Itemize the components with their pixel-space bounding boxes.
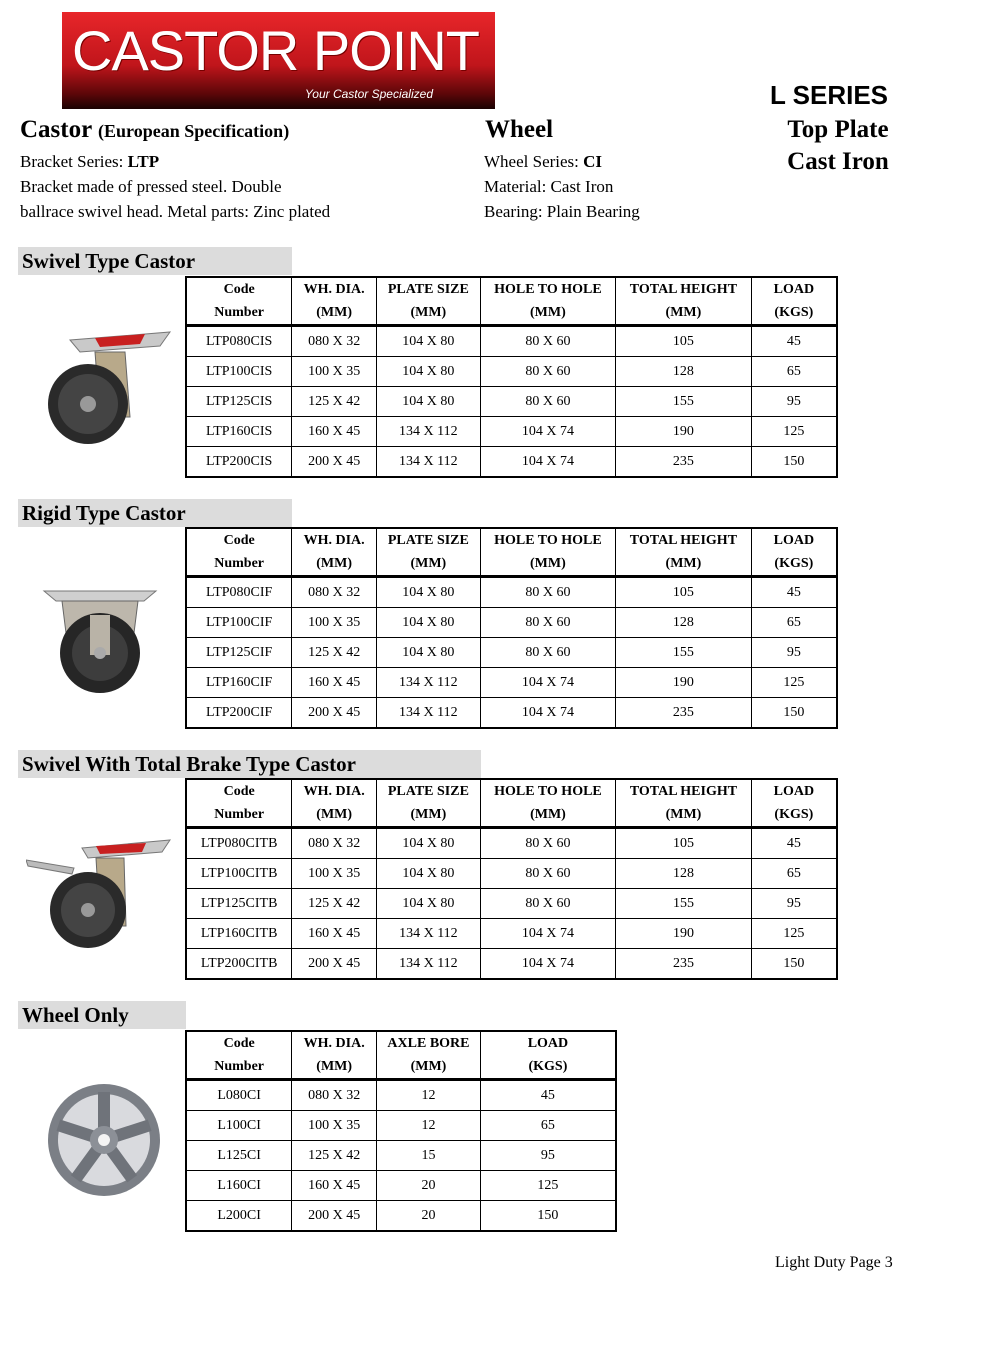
castor-cell: 235 [616, 447, 752, 478]
castor-header-cell [186, 277, 292, 326]
castor-cell: 80 X 60 [480, 828, 615, 859]
wheel-only-spec-table [185, 1030, 617, 1232]
table-row [186, 417, 837, 447]
header-line: (KGS) [774, 807, 814, 822]
castor-cell: 105 [616, 326, 752, 357]
castor-heading [20, 116, 289, 144]
table-row [186, 638, 837, 668]
castor-cell: 100 X 35 [292, 608, 377, 638]
castor-cell: 100 X 35 [292, 357, 377, 387]
table-row [186, 608, 837, 638]
table-row [186, 828, 837, 859]
section-title-wheel-only: Wheel Only [18, 1001, 186, 1029]
wheel-heading: Wheel [485, 116, 554, 143]
castor-heading-sub: (European Specification) [98, 121, 290, 141]
brake-castor-image [26, 838, 176, 950]
header-line: Code [223, 533, 255, 548]
header-line: (KGS) [774, 556, 814, 571]
castor-cell: 80 X 60 [480, 387, 615, 417]
castor-desc-2: ballrace swivel head. Metal parts: Zinc plated [20, 202, 331, 221]
header-line: TOTAL HEIGHT [629, 533, 738, 548]
castor-header-cell [377, 277, 481, 326]
header-line: HOLE TO HOLE [494, 784, 602, 799]
castor-cell: 80 X 60 [480, 577, 615, 608]
castor-cell: 155 [616, 889, 752, 919]
table-row [186, 387, 837, 417]
castor-cell: 200 X 45 [292, 698, 377, 729]
castor-cell: 95 [751, 889, 837, 919]
castor-cell: 105 [616, 828, 752, 859]
castor-cell: 150 [751, 949, 837, 980]
castor-cell: LTP100CIF [186, 608, 292, 638]
wheel-cell: L200CI [186, 1201, 292, 1232]
castor-cell: LTP100CIS [186, 357, 292, 387]
castor-cell: LTP125CIF [186, 638, 292, 668]
castor-desc-1: Bracket made of pressed steel. Double [20, 177, 282, 196]
table-row [186, 1201, 616, 1232]
castor-header-cell [480, 277, 615, 326]
castor-cell: 100 X 35 [292, 859, 377, 889]
castor-cell: 104 X 80 [377, 828, 481, 859]
castor-cell: 155 [616, 638, 752, 668]
wheel-only-image [44, 1082, 164, 1198]
castor-cell: 80 X 60 [480, 859, 615, 889]
castor-cell: 95 [751, 638, 837, 668]
castor-cell: 190 [616, 668, 752, 698]
castor-cell: 080 X 32 [292, 326, 377, 357]
table-header-row [186, 277, 837, 326]
castor-cell: LTP160CIS [186, 417, 292, 447]
castor-cell: LTP160CIF [186, 668, 292, 698]
header-line: TOTAL HEIGHT [629, 282, 738, 297]
table-header-row [186, 528, 837, 577]
header-line: Number [214, 556, 265, 571]
header-line: Code [223, 784, 255, 799]
header-line: HOLE TO HOLE [494, 533, 602, 548]
table-row [186, 357, 837, 387]
castor-heading-text: Castor [20, 116, 92, 143]
castor-header-cell [616, 528, 752, 577]
header-line: (MM) [316, 1059, 353, 1074]
wheel-cell: 125 X 42 [292, 1141, 377, 1171]
castor-cell: 104 X 80 [377, 889, 481, 919]
table-row [186, 1141, 616, 1171]
castor-cell: 190 [616, 417, 752, 447]
brake-spec-table [185, 778, 838, 980]
castor-cell: 200 X 45 [292, 949, 377, 980]
header-line: (MM) [530, 305, 566, 320]
castor-header-cell [377, 779, 481, 828]
castor-cell: 104 X 74 [480, 417, 615, 447]
castor-cell: 45 [751, 828, 837, 859]
wheel-cell: 080 X 32 [292, 1080, 377, 1111]
castor-header-cell [480, 528, 615, 577]
castor-cell: 80 X 60 [480, 638, 615, 668]
castor-cell: 80 X 60 [480, 326, 615, 357]
castor-cell: 235 [616, 698, 752, 729]
castor-cell: 134 X 112 [377, 919, 481, 949]
table-row [186, 1171, 616, 1201]
castor-cell: LTP200CIS [186, 447, 292, 478]
header-line: WH. DIA. [303, 533, 365, 548]
castor-cell: 65 [751, 357, 837, 387]
bracket-series-label: Bracket Series: [20, 152, 128, 171]
castor-cell: 128 [616, 608, 752, 638]
table-header-row [186, 1031, 616, 1080]
castor-header-cell [186, 779, 292, 828]
header-line: WH. DIA. [303, 1036, 365, 1051]
castor-header-cell [186, 528, 292, 577]
wheel-cell: 12 [377, 1080, 481, 1111]
page-footer: Light Duty Page 3 [775, 1254, 893, 1271]
castor-cell: 155 [616, 387, 752, 417]
castor-header-cell [292, 528, 377, 577]
header-line: LOAD [773, 784, 815, 799]
swivel-castor-image [40, 322, 176, 452]
wheel-cell: 15 [377, 1141, 481, 1171]
castor-header-cell [616, 277, 752, 326]
header-line: TOTAL HEIGHT [629, 784, 738, 799]
wheel-header-cell [292, 1031, 377, 1080]
castor-cell: LTP100CITB [186, 859, 292, 889]
castor-cell: 160 X 45 [292, 668, 377, 698]
header-line: (MM) [530, 807, 566, 822]
wheel-cell: L160CI [186, 1171, 292, 1201]
castor-cell: 190 [616, 919, 752, 949]
table-row [186, 1080, 616, 1111]
castor-cell: LTP080CIF [186, 577, 292, 608]
table-row [186, 859, 837, 889]
castor-cell: LTP080CITB [186, 828, 292, 859]
header-line: LOAD [773, 282, 815, 297]
castor-cell: 65 [751, 859, 837, 889]
castor-cell: 104 X 74 [480, 949, 615, 980]
castor-cell: 134 X 112 [377, 668, 481, 698]
castor-header-cell [616, 779, 752, 828]
castor-header-cell [292, 779, 377, 828]
castor-cell: 080 X 32 [292, 828, 377, 859]
castor-cell: 160 X 45 [292, 919, 377, 949]
table-row [186, 919, 837, 949]
wheel-header-cell [377, 1031, 481, 1080]
swivel-spec-table [185, 276, 838, 478]
header-line: (MM) [665, 556, 702, 571]
header-line: LOAD [773, 533, 815, 548]
header-line: (MM) [410, 556, 447, 571]
castor-cell: 104 X 74 [480, 668, 615, 698]
castor-cell: LTP125CIS [186, 387, 292, 417]
header-line: HOLE TO HOLE [494, 282, 602, 297]
section-title-brake: Swivel With Total Brake Type Castor [18, 750, 481, 778]
wheel-material: Material: Cast Iron [484, 177, 614, 196]
castor-cell: LTP160CITB [186, 919, 292, 949]
castor-cell: 104 X 80 [377, 326, 481, 357]
wheel-cell: 150 [480, 1201, 616, 1232]
castor-cell: 95 [751, 387, 837, 417]
castor-cell: 104 X 80 [377, 357, 481, 387]
header-line: PLATE SIZE [387, 784, 469, 799]
castor-cell: 134 X 112 [377, 698, 481, 729]
castor-cell: 134 X 112 [377, 447, 481, 478]
wheel-series-value: CI [583, 152, 603, 171]
header-line: Number [214, 305, 265, 320]
section-title-swivel: Swivel Type Castor [18, 247, 292, 275]
castor-header-cell [292, 277, 377, 326]
header-line: (MM) [530, 556, 566, 571]
bracket-series-value: LTP [127, 152, 160, 171]
wheel-cell: 12 [377, 1111, 481, 1141]
castor-cell: 80 X 60 [480, 889, 615, 919]
wheel-cell: L100CI [186, 1111, 292, 1141]
castor-cell: 104 X 80 [377, 638, 481, 668]
castor-cell: 128 [616, 859, 752, 889]
table-row [186, 1111, 616, 1141]
wheel-cell: 65 [480, 1111, 616, 1141]
castor-header-cell [377, 528, 481, 577]
castor-cell: 235 [616, 949, 752, 980]
castor-cell: 104 X 74 [480, 919, 615, 949]
header-line: WH. DIA. [303, 784, 365, 799]
header-line: (MM) [665, 807, 702, 822]
castor-cell: 45 [751, 326, 837, 357]
header-line: LOAD [527, 1036, 569, 1051]
wheel-cell: 160 X 45 [292, 1171, 377, 1201]
header-line: Number [214, 1059, 265, 1074]
wheel-cell: 125 [480, 1171, 616, 1201]
table-row [186, 889, 837, 919]
header-line: Code [223, 1036, 255, 1051]
castor-cell: 134 X 112 [377, 417, 481, 447]
table-row [186, 668, 837, 698]
header-line: (MM) [410, 1059, 447, 1074]
wheel-header-cell [480, 1031, 616, 1080]
table-row [186, 447, 837, 478]
castor-cell: 125 [751, 417, 837, 447]
castor-cell: LTP125CITB [186, 889, 292, 919]
castor-cell: 125 [751, 668, 837, 698]
wheel-header-cell [186, 1031, 292, 1080]
castor-cell: 104 X 80 [377, 387, 481, 417]
bracket-series [20, 152, 159, 172]
top-plate-line2: Cast Iron [787, 148, 889, 175]
castor-cell: 160 X 45 [292, 417, 377, 447]
logo-tagline: Your Castor Specialized [304, 87, 433, 101]
wheel-cell: 95 [480, 1141, 616, 1171]
brand-logo [62, 12, 495, 109]
castor-cell: 080 X 32 [292, 577, 377, 608]
table-row [186, 326, 837, 357]
wheel-cell: 20 [377, 1171, 481, 1201]
header-line: Code [223, 282, 255, 297]
wheel-bearing: Bearing: Plain Bearing [484, 202, 640, 221]
castor-cell: 104 X 80 [377, 859, 481, 889]
header-line: (MM) [410, 807, 447, 822]
castor-cell: 200 X 45 [292, 447, 377, 478]
castor-cell: 125 X 42 [292, 638, 377, 668]
castor-cell: 150 [751, 447, 837, 478]
wheel-cell: L080CI [186, 1080, 292, 1111]
wheel-cell: 200 X 45 [292, 1201, 377, 1232]
wheel-cell: 45 [480, 1080, 616, 1111]
table-row [186, 698, 837, 729]
table-header-row [186, 779, 837, 828]
castor-cell: 104 X 80 [377, 577, 481, 608]
header-line: WH. DIA. [303, 282, 365, 297]
castor-cell: 80 X 60 [480, 608, 615, 638]
header-line: (MM) [316, 556, 353, 571]
header-line: PLATE SIZE [387, 533, 469, 548]
castor-cell: 104 X 74 [480, 447, 615, 478]
header-line: AXLE BORE [387, 1036, 470, 1051]
castor-cell: 80 X 60 [480, 357, 615, 387]
rigid-spec-table [185, 527, 838, 729]
castor-cell: 150 [751, 698, 837, 729]
header-line: (KGS) [774, 305, 814, 320]
series-title: L SERIES [770, 80, 889, 110]
header-line: (MM) [410, 305, 447, 320]
castor-cell: LTP080CIS [186, 326, 292, 357]
header-line: (MM) [665, 305, 702, 320]
wheel-series [484, 152, 602, 172]
header-line: Number [214, 807, 265, 822]
wheel-cell: 100 X 35 [292, 1111, 377, 1141]
castor-cell: 104 X 74 [480, 698, 615, 729]
castor-cell: 125 [751, 919, 837, 949]
castor-cell: 45 [751, 577, 837, 608]
table-row [186, 949, 837, 980]
castor-cell: 65 [751, 608, 837, 638]
table-row [186, 577, 837, 608]
header-line: PLATE SIZE [387, 282, 469, 297]
header-line: (KGS) [528, 1059, 568, 1074]
section-title-rigid: Rigid Type Castor [18, 499, 292, 527]
wheel-cell: L125CI [186, 1141, 292, 1171]
castor-cell: 104 X 80 [377, 608, 481, 638]
castor-cell: LTP200CIF [186, 698, 292, 729]
castor-header-cell [751, 277, 837, 326]
castor-cell: 125 X 42 [292, 387, 377, 417]
wheel-series-label: Wheel Series: [484, 152, 584, 171]
castor-header-cell [480, 779, 615, 828]
castor-cell: 105 [616, 577, 752, 608]
wheel-cell: 20 [377, 1201, 481, 1232]
castor-cell: 125 X 42 [292, 889, 377, 919]
rigid-castor-image [40, 585, 160, 697]
header-line: (MM) [316, 305, 353, 320]
castor-header-cell [751, 528, 837, 577]
castor-cell: LTP200CITB [186, 949, 292, 980]
castor-header-cell [751, 779, 837, 828]
header-line: (MM) [316, 807, 353, 822]
logo-text: CASTOR POINT [72, 19, 480, 82]
castor-cell: 128 [616, 357, 752, 387]
top-plate-line1: Top Plate [787, 116, 889, 143]
castor-cell: 134 X 112 [377, 949, 481, 980]
